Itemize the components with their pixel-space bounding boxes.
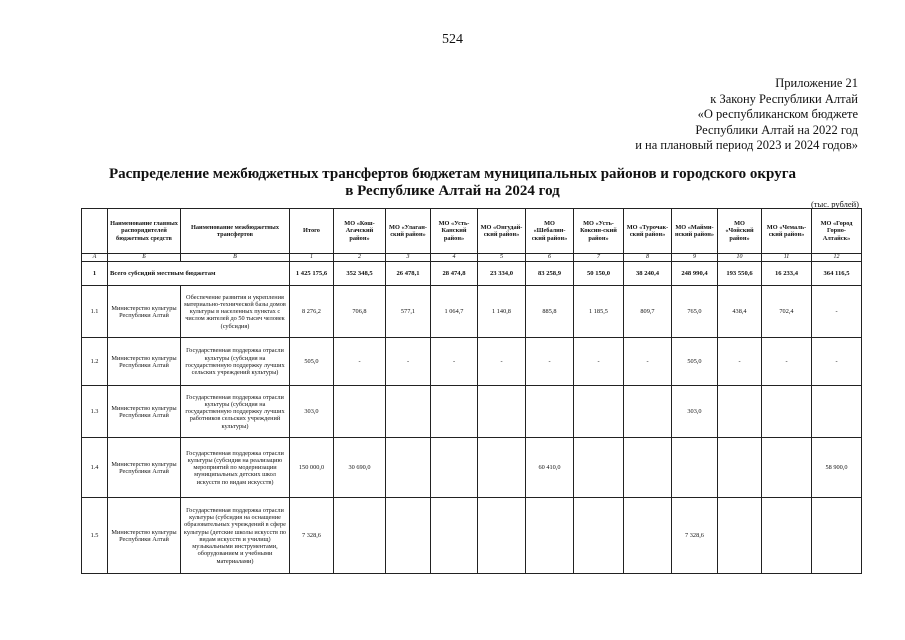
value-cell: 7 328,6 [290, 498, 334, 574]
transfer-description: Государственная поддержка отрасли культуры (субсидия на государственную поддержку лучших работников сельских учреждений культуры) [181, 386, 290, 438]
ministry-cell: Министерство культуры Республики Алтай [108, 338, 181, 386]
row-number: 1.2 [82, 338, 108, 386]
appendix-reference [635, 76, 858, 154]
value-cell: - [812, 286, 862, 338]
appendix-line: к Закону Республики Алтай [710, 91, 858, 106]
value-cell: 150 000,0 [290, 438, 334, 498]
title-line: в Республике Алтай на 2024 год [345, 183, 560, 199]
value-cell: 1 064,7 [431, 286, 478, 338]
value-cell [526, 386, 574, 438]
value-cell: 577,1 [386, 286, 431, 338]
appendix-line: Республики Алтай на 2022 год [695, 122, 858, 137]
value-cell [672, 438, 718, 498]
row-number: 1.1 [82, 286, 108, 338]
value-cell [526, 498, 574, 574]
total-value: 16 233,4 [762, 262, 812, 286]
value-cell [812, 386, 862, 438]
value-cell [762, 386, 812, 438]
header-cell: МО «Шебалин-ский район» [526, 209, 574, 254]
value-cell: 505,0 [672, 338, 718, 386]
transfer-description: Государственная поддержка отрасли культуры (субсидия на реализацию мероприятий по модернизации муниципальных детских школ искусств по видам искусств) [181, 438, 290, 498]
value-cell: - [624, 338, 672, 386]
index-cell: 10 [718, 254, 762, 262]
transfers-table [81, 208, 862, 574]
header-cell: Наименование межбюджетных трансфертов [181, 209, 290, 254]
value-cell [386, 438, 431, 498]
header-cell: МО «Улаган-ский район» [386, 209, 431, 254]
value-cell: 809,7 [624, 286, 672, 338]
appendix-line: Приложение 21 [775, 76, 858, 90]
header-cell: МО «Онгудай-ский район» [478, 209, 526, 254]
value-cell [812, 498, 862, 574]
appendix-line: и на плановый период 2023 и 2024 годов» [635, 138, 858, 152]
value-cell: - [478, 338, 526, 386]
total-label: Всего субсидий местным бюджетам [108, 262, 290, 286]
value-cell: 8 276,2 [290, 286, 334, 338]
header-cell [82, 209, 108, 254]
title-line: Распределение межбюджетных трансфертов бюджетам муниципальных районов и городского округа [108, 166, 797, 182]
transfer-description: Государственная поддержка отрасли культуры (субсидия на оснащение образовательных учреждений в сфере культуры (детские школы искусств по видам искусств и училищ) музыкальными инструментами, оборудованием и учебными материалами) [181, 498, 290, 574]
value-cell [334, 498, 386, 574]
value-cell: 505,0 [290, 338, 334, 386]
table-row [82, 286, 862, 338]
total-value: 50 150,0 [574, 262, 624, 286]
value-cell: - [386, 338, 431, 386]
value-cell: - [812, 338, 862, 386]
value-cell [334, 386, 386, 438]
row-number: 1.4 [82, 438, 108, 498]
header-cell: Итого [290, 209, 334, 254]
table-row [82, 498, 862, 574]
index-cell: 5 [478, 254, 526, 262]
index-cell: 12 [812, 254, 862, 262]
total-value: 1 425 175,6 [290, 262, 334, 286]
table-row [82, 338, 862, 386]
value-cell [478, 438, 526, 498]
header-cell: МО «Чемаль-ский район» [762, 209, 812, 254]
value-cell [624, 438, 672, 498]
total-value: 364 116,5 [812, 262, 862, 286]
ministry-cell: Министерство культуры Республики Алтай [108, 286, 181, 338]
value-cell [574, 498, 624, 574]
index-cell: 4 [431, 254, 478, 262]
total-value: 193 550,6 [718, 262, 762, 286]
index-cell: А [82, 254, 108, 262]
value-cell: 60 410,0 [526, 438, 574, 498]
value-cell: - [431, 338, 478, 386]
header-row [82, 209, 862, 254]
index-cell: 3 [386, 254, 431, 262]
ministry-cell: Министерство культуры Республики Алтай [108, 386, 181, 438]
column-index-row [82, 254, 862, 262]
value-cell: 706,8 [334, 286, 386, 338]
value-cell [478, 498, 526, 574]
header-cell: МО «Майми-нский район» [672, 209, 718, 254]
value-cell [431, 438, 478, 498]
header-cell: Наименование главных распорядителей бюджетных средств [108, 209, 181, 254]
transfer-description: Государственная поддержка отрасли культуры (субсидия на государственную поддержку лучших сельских учреждений культуры) [181, 338, 290, 386]
row-number: 1.3 [82, 386, 108, 438]
header-cell: МО «Город Горно-Алтайск» [812, 209, 862, 254]
value-cell: 1 140,8 [478, 286, 526, 338]
value-cell: 765,0 [672, 286, 718, 338]
value-cell [386, 386, 431, 438]
total-value: 28 474,8 [431, 262, 478, 286]
total-value: 38 240,4 [624, 262, 672, 286]
value-cell [718, 498, 762, 574]
row-number: 1.5 [82, 498, 108, 574]
table-row [82, 438, 862, 498]
index-cell: В [181, 254, 290, 262]
appendix-line: «О республиканском бюджете [697, 107, 858, 121]
value-cell: - [334, 338, 386, 386]
header-cell: МО «Усть-Канский район» [431, 209, 478, 254]
header-cell: МО «Чойский район» [718, 209, 762, 254]
value-cell: - [526, 338, 574, 386]
index-cell: 7 [574, 254, 624, 262]
total-value: 248 990,4 [672, 262, 718, 286]
value-cell: 7 328,6 [672, 498, 718, 574]
value-cell [762, 438, 812, 498]
value-cell [574, 438, 624, 498]
units-label: (тыс. рублей) [810, 199, 859, 209]
value-cell: - [762, 338, 812, 386]
total-value: 23 334,0 [478, 262, 526, 286]
index-cell: 1 [290, 254, 334, 262]
index-cell: 2 [334, 254, 386, 262]
row-number: 1 [82, 262, 108, 286]
value-cell [431, 498, 478, 574]
ministry-cell: Министерство культуры Республики Алтай [108, 498, 181, 574]
total-value: 352 348,5 [334, 262, 386, 286]
total-value: 83 258,9 [526, 262, 574, 286]
value-cell: 885,8 [526, 286, 574, 338]
value-cell: - [574, 338, 624, 386]
value-cell: 30 690,0 [334, 438, 386, 498]
page-number: 524 [442, 32, 463, 47]
value-cell [718, 386, 762, 438]
value-cell: - [718, 338, 762, 386]
index-cell: 9 [672, 254, 718, 262]
total-row [82, 262, 862, 286]
value-cell [386, 498, 431, 574]
index-cell: 8 [624, 254, 672, 262]
value-cell [718, 438, 762, 498]
value-cell [431, 386, 478, 438]
value-cell [478, 386, 526, 438]
header-cell: МО «Кош-Агачский район» [334, 209, 386, 254]
index-cell: Б [108, 254, 181, 262]
total-value: 26 478,1 [386, 262, 431, 286]
value-cell: 438,4 [718, 286, 762, 338]
value-cell: 1 185,5 [574, 286, 624, 338]
value-cell [624, 498, 672, 574]
transfer-description: Обеспечение развития и укрепления материально-технической базы домов культуры в населенных пунктах с числом жителей до 50 тысяч человек (субсидия) [181, 286, 290, 338]
value-cell: 702,4 [762, 286, 812, 338]
header-cell: МО «Усть-Коксин-ский район» [574, 209, 624, 254]
header-cell: МО «Турочак-ский район» [624, 209, 672, 254]
ministry-cell: Министерство культуры Республики Алтай [108, 438, 181, 498]
value-cell [624, 386, 672, 438]
value-cell [762, 498, 812, 574]
document-title [0, 166, 905, 200]
index-cell: 11 [762, 254, 812, 262]
value-cell: 303,0 [290, 386, 334, 438]
value-cell: 58 900,0 [812, 438, 862, 498]
index-cell: 6 [526, 254, 574, 262]
table-row [82, 386, 862, 438]
value-cell [574, 386, 624, 438]
value-cell: 303,0 [672, 386, 718, 438]
